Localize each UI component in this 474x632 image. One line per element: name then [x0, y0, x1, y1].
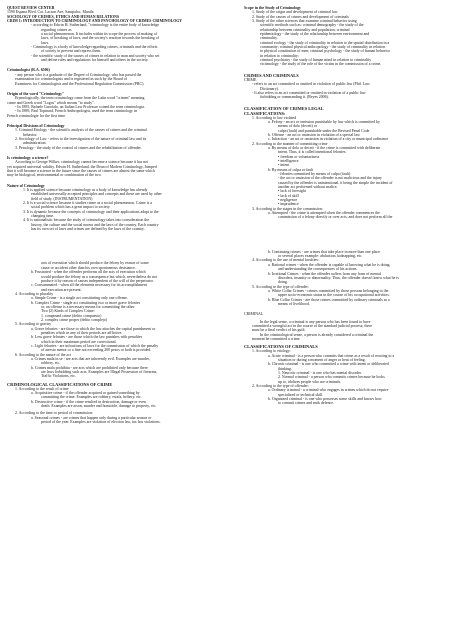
right-body [244, 6, 468, 406]
text-line: of arresto menor or a fine not exceeding 200 pesos or both is provided. [41, 348, 152, 353]
text-line: • intelligence [278, 158, 299, 163]
text-line: doing. [278, 280, 288, 285]
text-line: disorders, insanity or abnormality. Thus, the offender doesn't know what he is [278, 275, 399, 280]
text-line: CLASSIFICATION OF CRIMES LEGAL [244, 105, 324, 111]
text-line: 3. It is dynamic because the concepts of criminology and their applications adapt to the [23, 209, 159, 214]
text-line: - the act or omission of the offender is not malicious and the injury [278, 176, 382, 181]
text-line: death. Examples are arson, murder and homicide, damage to property, etc. [41, 404, 157, 409]
text-line: criminal psychiatry - the study of human mind in relation to criminality [260, 58, 372, 63]
text-line: that it will become a science in the future since the causes of crimes are almost the same which [7, 169, 155, 173]
text-line: has its own set of laws and crimes are defined by the laws of the country. [31, 227, 145, 232]
text-line: • imprudence [278, 202, 299, 207]
text-line: - any person who is a graduate of the Degree of Criminology, who has passed the [15, 72, 142, 77]
text-line: commission of a felony directly or over acts, and does not perform all the [278, 215, 393, 220]
text-line: 1. According to etiology: [252, 349, 291, 354]
text-line: robbery, etc. [41, 361, 61, 366]
text-line: a. Grave felonies - are those to which the law attaches the capital punishment or [31, 326, 156, 331]
text-line: • freedom or voluntariness [278, 154, 320, 159]
text-line: b. Chronic criminal - is one who committed a crime with intent or deliberated [268, 362, 389, 367]
text-line: to physical constitution of men; criminal psychology - the study of human behavior [260, 49, 390, 54]
text-line: 2. Sociology of Law - refers to the investigation of the nature of criminal law and its [15, 136, 147, 141]
text-line: • lack of skill [278, 193, 299, 198]
text-line: 2. According to the type of offender: [252, 384, 309, 389]
text-line: administration. [23, 141, 47, 146]
text-line: criminality. [260, 36, 278, 41]
text-line: history, the culture and the social norms and the laws of the country. Each country [31, 222, 159, 227]
text-line: CRIME [244, 77, 257, 82]
text-line: 4. It is nationalistic because the study of criminology takes into consideration the [23, 218, 150, 223]
text-line: b. Less grave felonies - are those which the law punishes with penalties [31, 335, 143, 340]
text-line: criminal ecology - the study of criminality in relation to the spatial distribution in a [260, 40, 390, 45]
text-line: Criminologist (R.A. 6506) [7, 68, 50, 73]
text-line: produce it by reason of causes independent of the will of the perpetrator. [41, 278, 154, 283]
text-line: a. White Collar Crimes - crimes committed by those persons belonging to the [268, 288, 389, 293]
text-line: b. Destructive crime - if the crime resulted in destruction, damage or even [31, 399, 146, 404]
text-line: upper socio-economic status in the course of his occupational activities. [278, 293, 390, 298]
text-line: changing time. [31, 214, 55, 219]
text-line: are laws forbidding such acts. Examples are Illegal Possession of firearms, [41, 370, 158, 375]
text-line: Examiners for Criminologists and the Professional Regulation Commission (PRC). [15, 81, 145, 86]
text-line: 2. According to the time or period of commission: [15, 411, 93, 416]
text-line: and understanding the consequences of his actions. [278, 267, 358, 272]
text-line: field of study. (INSTRUMENTATION) [31, 196, 93, 201]
text-line: situation or during a moment of anger or heat of feeling. [278, 358, 366, 362]
text-line: - Criminology is a body of knowledge regarding crimes, criminals and the efforts [31, 45, 158, 50]
text-line: 4. According to the use of mental faculties: [252, 258, 319, 263]
text-line: 2. Study of the causes of crimes and development of criminals [252, 14, 349, 19]
text-line: 2. According to the manner of committing crime [252, 141, 328, 146]
text-line: Principal Divisions of Criminology [7, 123, 65, 128]
text-line: CLASSIFICATIONS: [244, 110, 286, 116]
text-line: and execution are present. [41, 287, 82, 292]
text-line: - It also refers to an act committed or omitted in violation of a public law [252, 90, 366, 95]
text-line: 1. compound crime (delito compuesto) [41, 313, 102, 318]
left-body [7, 23, 228, 424]
text-line: yet acquired universal validity. Edwin H. Sutherland, the Dean of Modern Criminology, Jumped [7, 164, 157, 169]
text-line: scientific methods such as: criminal demography - the study of the [260, 23, 364, 28]
left-column [7, 6, 228, 632]
text-line: • negligence [278, 198, 298, 203]
text-line: means of livelihood. [278, 301, 310, 306]
text-line: another act performed without malice. [278, 185, 338, 190]
text-line: CRIMINOLOGICAL CLASSIFICATIONS OF CRIME [7, 381, 113, 387]
text-line: b. Continuing crimes - are crimes that take place in more than one place [268, 249, 380, 254]
text-line: French criminologie for the first time. [7, 113, 66, 118]
text-line: a social phenomenon. It includes within its scope the process of making of [41, 32, 157, 37]
text-line: committing the crime. Examples are robbery, estafa, bribery, etc. [41, 395, 142, 400]
text-line: established universally accepted principles and concepts and these are used by other [31, 192, 162, 197]
text-line: examination for criminologists and is registered as such by the Board of [15, 77, 128, 82]
text-line: In the criminological sense, a person is already considered a criminal the [260, 332, 374, 337]
text-line: social problem which has a great impact to society. [31, 205, 111, 210]
text-line: Scope in the Study of Criminology [244, 6, 301, 10]
text-line: • lack of foresight [278, 189, 306, 194]
text-line: a. Acquisitive crime - if the offender acquired or gained something by [31, 391, 140, 396]
text-line: - In 1889, Paul Topinard, French Anthropologist, used the term criminology in [15, 109, 137, 114]
text-line: period of the year. Examples are violation of election law, tax law violations. [41, 420, 161, 425]
text-line: CRIMES AND CRIMINALS [244, 72, 299, 78]
center-name: QUEST REVIEW CENTER [7, 6, 55, 10]
text-line: a. Attempted - the crime is attempted when the offender commences the [268, 211, 380, 216]
text-line: up to, idolizes people who are criminals. [278, 379, 342, 384]
text-line: Traffic Violations, etc. [41, 374, 76, 379]
text-line: laws. [41, 40, 50, 45]
text-line: 1. Neurotic criminal - is one who has mental disorder. [278, 371, 362, 376]
text-line: moment he committed a crime. [252, 336, 301, 341]
text-line: would produce the felony as a consequence but which, nevertheless do not [41, 274, 158, 279]
text-line: Is criminology a science? [7, 155, 49, 160]
text-line: CRIMINAL [244, 312, 264, 317]
text-line: must be a final verdict of his guilt. [252, 328, 306, 333]
text-line: culpa (fault) and punishable under the Revised Penal Code [278, 128, 370, 133]
text-line: community; criminal physical anthropology - the study of criminality in relation [260, 45, 385, 50]
text-line: Nature of Criminology [7, 183, 45, 188]
text-line: b. Blue Collar Crimes - are those crimes committed by ordinary criminals as a [268, 297, 390, 302]
text-line: or several places example: abduction, kidnapping, etc. [278, 254, 363, 259]
text-line: acts of execution which should produce the felony by reason of some [41, 261, 149, 266]
text-line: crime and Greek word "Logos" which means "to study". [7, 100, 95, 105]
text-line: According to George Wilker, criminology cannot become a science because it has not [15, 160, 149, 165]
text-line: c. Consummated - when all the elements necessary for its accomplishment [31, 283, 147, 288]
text-line: Origin of the word "Criminology" [7, 91, 65, 96]
text-line: a. Crimes mala in se - are acts that are inherently evil. Examples are murder, [31, 357, 150, 362]
text-line: b. Offense - an act or omission in violation of a special law [268, 132, 360, 137]
text-line: 2. It is a social science because it studies crime as a social phenomenon. Crime is a [23, 201, 152, 206]
text-line: to commit crimes and ends defence. [278, 401, 334, 406]
text-line: CLASSIFICATIONS OF CRIMINALS [244, 344, 318, 350]
text-line: in relation to criminality; [260, 53, 300, 58]
course-title: SOCIOLOGY OF CRIMES, ETHICS AND HUMAN RELATIONS [7, 14, 120, 19]
text-line: - the scientific study of the causes of crimes in relation to man and society who set [31, 53, 160, 58]
text-line: epidemiology - the study of the relationship between environment and [260, 32, 370, 37]
text-line: 4. According to plurality [15, 291, 54, 296]
text-line: In the legal sense, a criminal is any person who has been found to have [260, 319, 371, 324]
text-line: 2. Normal criminal - a person who commits crimes because he looks [278, 375, 385, 380]
text-line: a. By means of dolo or deceit - if the crime is committed with deliberate [268, 145, 381, 150]
text-line: caused by the offender is unintentional, it being the simple the incident of [278, 180, 393, 185]
text-line: 1. Study of the origin and development of criminal law [252, 10, 338, 15]
text-line: 3. Study of the other sciences that examine criminal behavior using [252, 19, 357, 24]
text-line: cause or accident other than his own spontaneous desistance. [41, 265, 136, 270]
text-line: b. Organized criminal - is one who possesses some skills and knows how [268, 397, 382, 402]
text-line: a. Ordinary criminal - a criminal who engages in crimes which do not require [268, 388, 389, 393]
text-line: 1. According to the result of crime [15, 386, 69, 391]
text-line: 6. According to the nature of the act [15, 352, 71, 357]
text-line: 3. Penology - the study of the control of crimes and the rehabilitation of offender. [15, 145, 142, 150]
text-line: forbidding or commanding it. (Reyes 2006). [260, 95, 329, 100]
text-line: • intent [278, 163, 290, 168]
right-column [244, 6, 468, 632]
text-line: 5. According to gravity [15, 322, 52, 327]
text-line: may be biological, environmental or combination of the two. [7, 173, 102, 178]
center-address: 1590 Espana Blvd. Cor. Lacson Ave, Sampaloc, Manila [7, 10, 94, 15]
lesson-title: CRIM 1: INTRODUCTION TO CRIMINOLOGY AND PSYCHOLOGY OF CRIMES CRIMINOLOGY [7, 19, 183, 24]
text-line: laws, of breaking of laws, and the society's reaction towards the breaking of [41, 36, 160, 41]
text-line: b. Frustrated - when the offender performs all the acts of execution which [31, 270, 146, 275]
text-line: means of dolo (deceit) or [278, 124, 318, 129]
text-line: a. Seasonal crimes - are crimes that happen only during a particular season or [31, 415, 152, 420]
text-line: penalties which in any of their periods are afflictive. [41, 330, 123, 335]
text-line: 1. It is applied science because criminology as a body of knowledge has already [23, 188, 148, 193]
text-line: c. Light felonies - are infractions of laws for the commission of which the penalty [31, 344, 159, 348]
text-line: intent. Thus, it is called intentional felonies. [278, 150, 347, 155]
text-line: 3. According to the stages in the commission: [252, 206, 323, 211]
text-line: Dictionary). [260, 86, 279, 91]
text-line: and define rules and regulations for himself and others in the society. [41, 58, 149, 63]
text-line: b. By means of culpa or fault [268, 167, 314, 172]
text-line: - felonies committed by means of culpa (fault) [278, 172, 351, 176]
text-line: a. Felony - an act or omission punishable by law which is committed by [268, 119, 380, 124]
text-line: b. Irrational Crimes - when the offender suffers from any form of mental [268, 271, 381, 276]
text-line: - In 1885, Rafaele Garofalo, an Italian Law Professor coined the term criminologia. [15, 104, 145, 109]
text-line: a. Simple Crime - is a single act constituting only one offense. [31, 296, 128, 301]
text-line: - refers to an act committed or omitted in violation of public law (Phil. Law [252, 82, 370, 87]
text-line: a. Acute criminal - is a person who commits that crime as a result of reacting to a [268, 353, 395, 358]
text-line: - according to Edwin H. Sutherland, "criminology is the entire body of knowledge [31, 23, 160, 28]
text-line: b. Crimes mala prohibita - are acts which are prohibited only because there [31, 365, 148, 370]
text-line: Two (2) Kinds of Complex Crime: [41, 309, 95, 314]
text-line: which in their maximum period are correctional. [41, 339, 117, 344]
text-line: 1. Criminal Etiology - the scientific analysis of the causes of crimes and the criminal [15, 128, 147, 133]
text-line: Etymologically, the term criminology came from the Latin word "crimen" meaning [15, 96, 145, 101]
text-line: 1. According to law violated [252, 115, 297, 120]
text-line: of society to prevent and repress them. [41, 49, 102, 54]
text-line: relationship between criminality and population; criminal [260, 27, 350, 32]
text-line: committed a wrongful act in the course of the standard judicial process; there [252, 323, 373, 328]
text-line: behavior. [23, 132, 38, 137]
text-line: regarding crimes as [41, 27, 72, 32]
text-line: a. Rational crimes - when the offender is capable of knowing what he is doing, [268, 262, 391, 267]
text-line: victimology - the study of the role of the victim in the commission of a crime. [260, 62, 382, 67]
text-line: 5. According to the type of offender: [252, 284, 309, 289]
text-line: 2. complex crime proper (delito complejo) [41, 317, 108, 322]
text-line: specialized or technical skill. [278, 392, 324, 397]
text-line: b. Complex Crime - single act constituting two or more grave felonies [31, 300, 141, 305]
text-line: thinking. [278, 366, 292, 371]
text-line: or, an offense is a necessary means for committing the other. [41, 304, 136, 309]
text-line: c. Infraction - an act or omission in violation of a city or municipal ordinance [268, 137, 389, 142]
